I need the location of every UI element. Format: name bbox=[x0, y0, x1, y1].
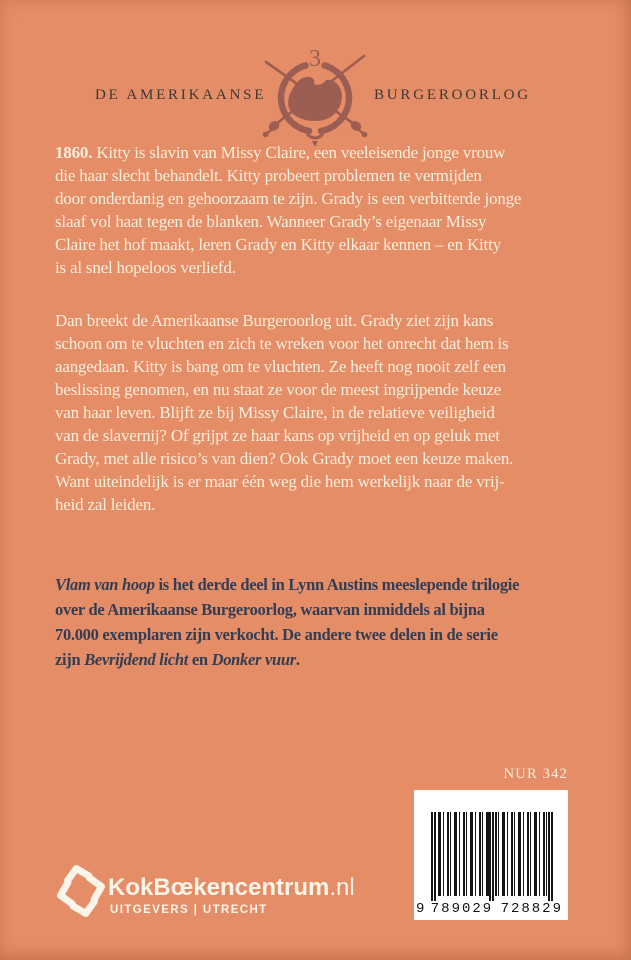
publisher-name bbox=[108, 874, 355, 902]
synopsis-paragraph-1: 1860. Kitty is slavin van Missy Claire, een veeleisende jonge vrouw die haar slecht behandelt. Kitty probeert problemen te vermijden door onderdanig en gehoorzaam te zijn. Grady is een verbitterde jonge slaaf vol haat tegen de blanken. Wanneer Grady’s eigenaar Missy Claire het hof maakt, leren Grady en Kitty elkaar kennen – en Kitty is al snel hopeloos verliefd. bbox=[55, 143, 522, 277]
publisher-name-suffix: .nl bbox=[329, 874, 355, 901]
civil-war-emblem-icon bbox=[252, 38, 378, 152]
publisher-name-main: KokBœkencentrum bbox=[108, 874, 330, 901]
synopsis-paragraph-2: Dan breekt de Amerikaanse Burgeroorlog uit. Grady ziet zijn kans schoon om te vluchten en zich te wreken voor het onrecht dat hem is aangedaan. Kitty is bang om te vluchten. Ze heeft nog nooit zelf een beslissing genomen, en nu staat ze voor de meest ingrijpende keuze van haar leven. Blijft ze bij Missy Claire, in de relatieve veiligheid van de slavernij? Of grijpt ze haar kans op vrijheid en op geluk met Grady, met alle risico’s van dien? Ook Grady moet een keuze maken. Want uiteindelijk is er maar één weg die hem werkelijk naar de vrij- heid zal leiden. bbox=[55, 311, 514, 514]
series-title-right: BURGEROORLOG bbox=[374, 87, 531, 103]
barcode-digit-group1: 789029 bbox=[430, 901, 494, 917]
series-title-left: DE AMERIKAANSE bbox=[95, 87, 267, 103]
series-info-paragraph: Vlam van hoop is het derde deel in Lynn Austins meeslepende trilogie over de Amerikaanse Burgeroorlog, waarvan inmiddels al bijna 70.000 exemplaren zijn verkocht. De andere twee delen in de serie zijn Bevrijdend licht en Donker vuur. bbox=[55, 575, 520, 669]
barcode-guard-left bbox=[431, 812, 436, 909]
nur-code: NUR 342 bbox=[503, 766, 568, 782]
kepi-icon bbox=[288, 77, 342, 121]
barcode-digit-group2: 728829 bbox=[500, 901, 563, 917]
publisher-tagline: UITGEVERS | UTRECHT bbox=[110, 904, 268, 916]
barcode-guard-right bbox=[548, 812, 553, 909]
barcode-digit-first: 9 bbox=[416, 901, 425, 917]
barcode-guard-center bbox=[489, 812, 494, 909]
barcode bbox=[414, 790, 568, 920]
publisher-logo-icon bbox=[55, 862, 107, 920]
barcode-digits bbox=[416, 901, 564, 917]
volume-number: 3 bbox=[309, 46, 321, 72]
